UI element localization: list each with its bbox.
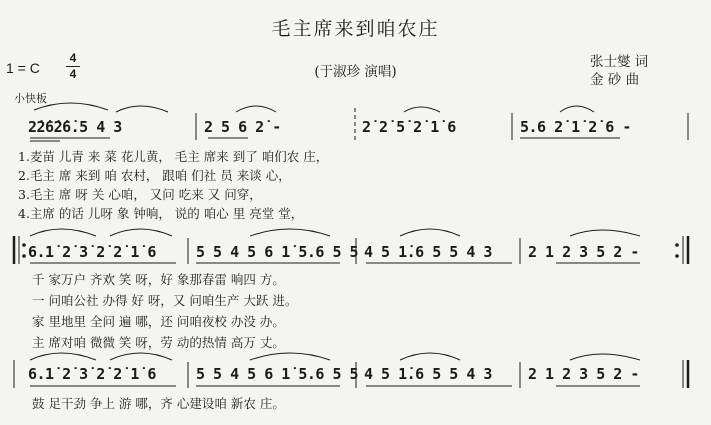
singer-credit: (于淑珍 演唱) bbox=[314, 64, 397, 80]
row3-slur-4 bbox=[400, 353, 460, 360]
repeat-dot-end-bottom bbox=[675, 254, 679, 258]
row2-lyric-verse2: 一 问咱公社 办得 好 呀，又 问咱生产 大跃 进。 bbox=[32, 293, 298, 308]
repeat-dot-start-top bbox=[22, 243, 26, 247]
row3-bar2-notes: 5 5 4 5 6 1̇ 5.6 5 5 bbox=[196, 365, 359, 383]
row3-bar4-notes: 2 1 2 3 5 2 - bbox=[528, 365, 639, 383]
row3-slur-2 bbox=[110, 353, 172, 360]
row1-lyric-verse3: 3.毛主 席 呀 关 心咱， 又问 吃来 又 问穿， bbox=[18, 187, 262, 202]
tempo-marking: 小快板 bbox=[14, 92, 47, 105]
row1-slur-2 bbox=[116, 106, 168, 112]
row2-lyric-verse1: 千 家万户 齐欢 笑 呀，好 象那春雷 响四 方。 bbox=[32, 272, 285, 287]
row1-bar3-notes: 2̇ 2̇ 5̇ 2̇ 1̇ 6 bbox=[362, 118, 456, 136]
repeat-dot-end-top bbox=[675, 243, 679, 247]
row1-slur-1 bbox=[34, 103, 108, 110]
row2-slur-3 bbox=[250, 229, 330, 236]
row1-lyric-verse1: 1.麦苗 儿青 来 菜 花儿黄， 毛主 席来 到了 咱们农 庄， bbox=[18, 149, 329, 164]
row2-bar1-notes: 6.1̇ 2̇ 3̇ 2̇ 2̇ 1̇ 6 bbox=[28, 243, 156, 261]
row1-slur-5 bbox=[560, 106, 594, 112]
row1-lyric-verse4: 4.主席 的话 儿呀 象 钟响， 说的 咱心 里 亮堂 堂， bbox=[18, 206, 304, 221]
time-signature-top: 4 bbox=[69, 51, 77, 65]
row1-bar4-notes: 5.6 2̇ 1̇ 2̇ 6 - bbox=[520, 118, 631, 136]
row3-slur-1 bbox=[30, 353, 96, 360]
row2-slur-1 bbox=[30, 229, 96, 236]
song-title: 毛主席来到咱农庄 bbox=[271, 18, 440, 40]
repeat-dot-start-bottom bbox=[22, 254, 26, 258]
row1-slur-3 bbox=[236, 106, 276, 112]
row2-slur-4 bbox=[400, 229, 460, 236]
composer-credit: 金 砂 曲 bbox=[590, 72, 640, 88]
time-signature-bottom: 4 bbox=[69, 67, 77, 81]
row1-slur-4 bbox=[404, 107, 440, 112]
lyricist-credit: 张士燮 词 bbox=[590, 54, 649, 70]
row2-bar3-notes: 4 5 1̇.6 5 5 4 3 bbox=[364, 243, 492, 261]
row2-lyric-verse4: 主 席对咱 微微 笑 呀，劳 动的热情 高万 丈。 bbox=[32, 335, 285, 350]
row2-bar2-notes: 5 5 4 5 6 1̇ 5.6 5 5 bbox=[196, 243, 359, 261]
row2-slur-2 bbox=[110, 229, 172, 236]
row1-bar1-notes: 2̇2̇6̇2̇6̇.5 4 3 bbox=[28, 118, 122, 136]
row2-slur-5 bbox=[570, 230, 640, 236]
row1-bar2-notes: 2 5 6 2̇ - bbox=[204, 118, 281, 136]
row3-slur-3 bbox=[250, 353, 330, 360]
row2-bar4-notes: 2 1 2 3 5 2 - bbox=[528, 243, 639, 261]
row3-lyric-verse1: 鼓 足干劲 争上 游 哪，齐 心建设咱 新农 庄。 bbox=[32, 396, 285, 411]
row3-bar1-notes: 6.1̇ 2̇ 3̇ 2̇ 2̇ 1̇ 6 bbox=[28, 365, 156, 383]
key-signature: 1 = C bbox=[6, 60, 40, 76]
row2-lyric-verse3: 家 里地里 全问 遍 哪，还 问咱夜校 办没 办。 bbox=[32, 314, 285, 329]
row3-bar3-notes: 4 5 1̇.6 5 5 4 3 bbox=[364, 365, 492, 383]
row3-slur-5 bbox=[570, 354, 640, 360]
row1-lyric-verse2: 2.毛主 席 来到 咱 农村， 跟咱 们社 员 来谈 心， bbox=[18, 168, 291, 183]
